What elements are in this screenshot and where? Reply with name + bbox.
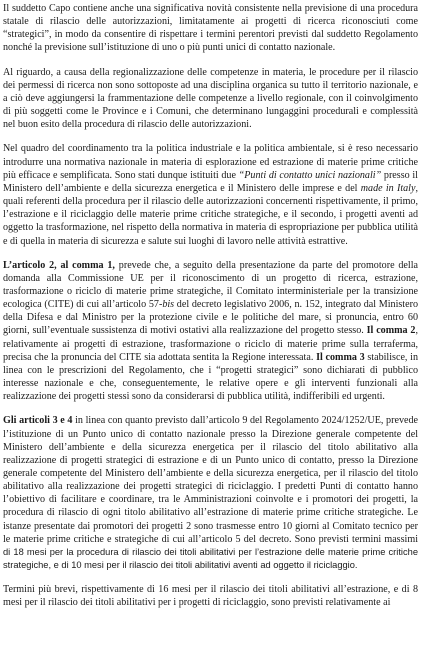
paragraph — [3, 583, 418, 609]
text-run: Termini più brevi, rispettivamente di 16 mesi per il rilascio dei titoli abilitativi all’estrazione, e di 8 mesi per il rilascio dei titoli abilitativi per i progetti di riciclaggio, sono previsti relativamente ai — [3, 584, 418, 609]
paragraph — [3, 414, 418, 572]
bold-run: Il comma 2 — [366, 325, 416, 337]
page-number — [0, 636, 421, 650]
italic-run: “Punti di contatto unici nazionali” — [238, 169, 382, 181]
text-run: presso il Ministero dell’ambiente e della sicurezza energetica e il Ministero delle imprese e del — [3, 169, 418, 194]
text-run: , relativamente ai progetti di estrazione, trasformazione o riciclo di materie prime sulla terraferma, precisa che la pronuncia del CITE sia adottata sentita la Regione interessata. — [3, 325, 418, 363]
bold-run: Gli articoli 3 e 4 — [3, 415, 73, 427]
bold-run: L’articolo 2, al comma 1, — [3, 259, 115, 271]
paragraph — [3, 259, 418, 404]
text-run: , quali referenti della procedura per il rilascio delle autorizzazioni concernenti rispettivamente, il primo, l’estrazione e il riciclaggio delle materie prime critiche strategiche, e il secondo, i progetti aventi ad oggetto la trasformazione, nel rispetto della normativa in materia di espropriazione per pubblica utilità e di quella in materia di sicurezza e salute sui luoghi di lavoro nelle attività estrattive. — [3, 182, 418, 247]
text-run: Nel quadro del coordinamento tra la politica industriale e la politica ambientale, si è reso necessario introdurre una normativa nazionale in materia di esplorazione ed estrazione di materie prime critiche più efficace e semplificata. Sono stati dunque istituiti due — [3, 143, 418, 181]
sans-run: di 18 mesi per la procedura di rilascio dei titoli abilitativi per l’estrazione delle materie prime critiche strategiche, e di 10 mesi per il rilascio dei titoli abilitativi aventi ad oggetto il riciclaggio. — [3, 546, 418, 571]
bold-run: Il comma 3 — [316, 351, 365, 363]
paragraph — [3, 66, 418, 132]
text-run: in linea con quanto previsto dall’articolo 9 del Regolamento 2024/1252/UE, prevede l’istituzione di un Punto unico di contatto nazionale presso la Direzione generale competente del Ministero dell’ambiente e della sicurezza energetica per il rilascio del titolo abilitativo alla realizzazione di progetti strategici di estrazione e di un Punto unico di contatto, presso la Direzione generale competente del Ministero dell’ambiente e della sicurezza energetica, per il rilascio del titolo abilitativo alla realizzazione dei progetti strategici di riciclaggio. I predetti Punti di contatto hanno l’obiettivo di facilitare e coordinare, tra le Amministrazioni coinvolte e i promotori dei progetti, la procedura di rilascio di ogni titolo abilitativo all’estrazione di materie prime critiche strategiche. Le istanze presentate dai promotori dei progetti 2 sono trasmesse entro 10 giorni al Comitato tecnico per le materie prime critiche e strategiche di cui all’articolo 5 del decreto. Sono previsti termini massimi — [3, 415, 418, 545]
text-run: Al riguardo, a causa della regionalizzazione delle competenze in materia, le procedure per il rilascio dei permessi di ricerca non sono sottoposte ad una disciplina organica su tutto il territorio nazionale, e a ciò deve aggiungersi la frammentazione delle competenze a livello regionale, con il coinvolgimento di più soggetti come le Province e i Comuni, che determinano lungaggini procedurali e complessità nel buon esito della procedura di rilascio delle autorizzazioni. — [3, 66, 418, 131]
paragraph — [3, 2, 418, 55]
text-run: del decreto legislativo 2006, n. 152, integrato dal Ministero della Difesa e dal Ministro per la protezione civile e le politiche del mare, si pronuncia, entro 60 giorni, sull’eventuale sussistenza di motivi ostativi alla realizzazione del progetto stesso. — [3, 299, 418, 337]
paragraph — [3, 142, 418, 247]
text-run: prevede che, a seguito della presentazione da parte del promotore della domanda alla Commissione UE per il riconoscimento di un progetto di ricerca, estrazione, trasformazione o riciclo di materie prime strategiche, il Comitato interministeriale per la transizione ecologica (CITE) di cui all’articolo 57- — [3, 259, 418, 311]
text-run: Il suddetto Capo contiene anche una significativa novità consistente nella previsione di una procedura statale di rilascio delle autorizzazioni, limitatamente ai progetti di ricerca riconosciuti come “strategici”, in modo da consentire di rispettare i termini perentori previsti dal suddetto Regolamento nonché la previsione sull’istituzione di uno o più punti unici di contatto nazionale. — [3, 3, 418, 54]
italic-run: made in Italy — [360, 182, 416, 194]
text-run: stabilisce, in linea con le prescrizioni del Regolamento, che i “progetti strategici” sono dichiarati di pubblico interesse nazionale e che, conseguentemente, le relative opere e gli interventi funzionali alla realizzazione dei progetti stessi sono da considerarsi di pubblica utilità, indifferibili ed urgenti. — [3, 351, 419, 403]
italic-run: bis — [162, 299, 175, 311]
